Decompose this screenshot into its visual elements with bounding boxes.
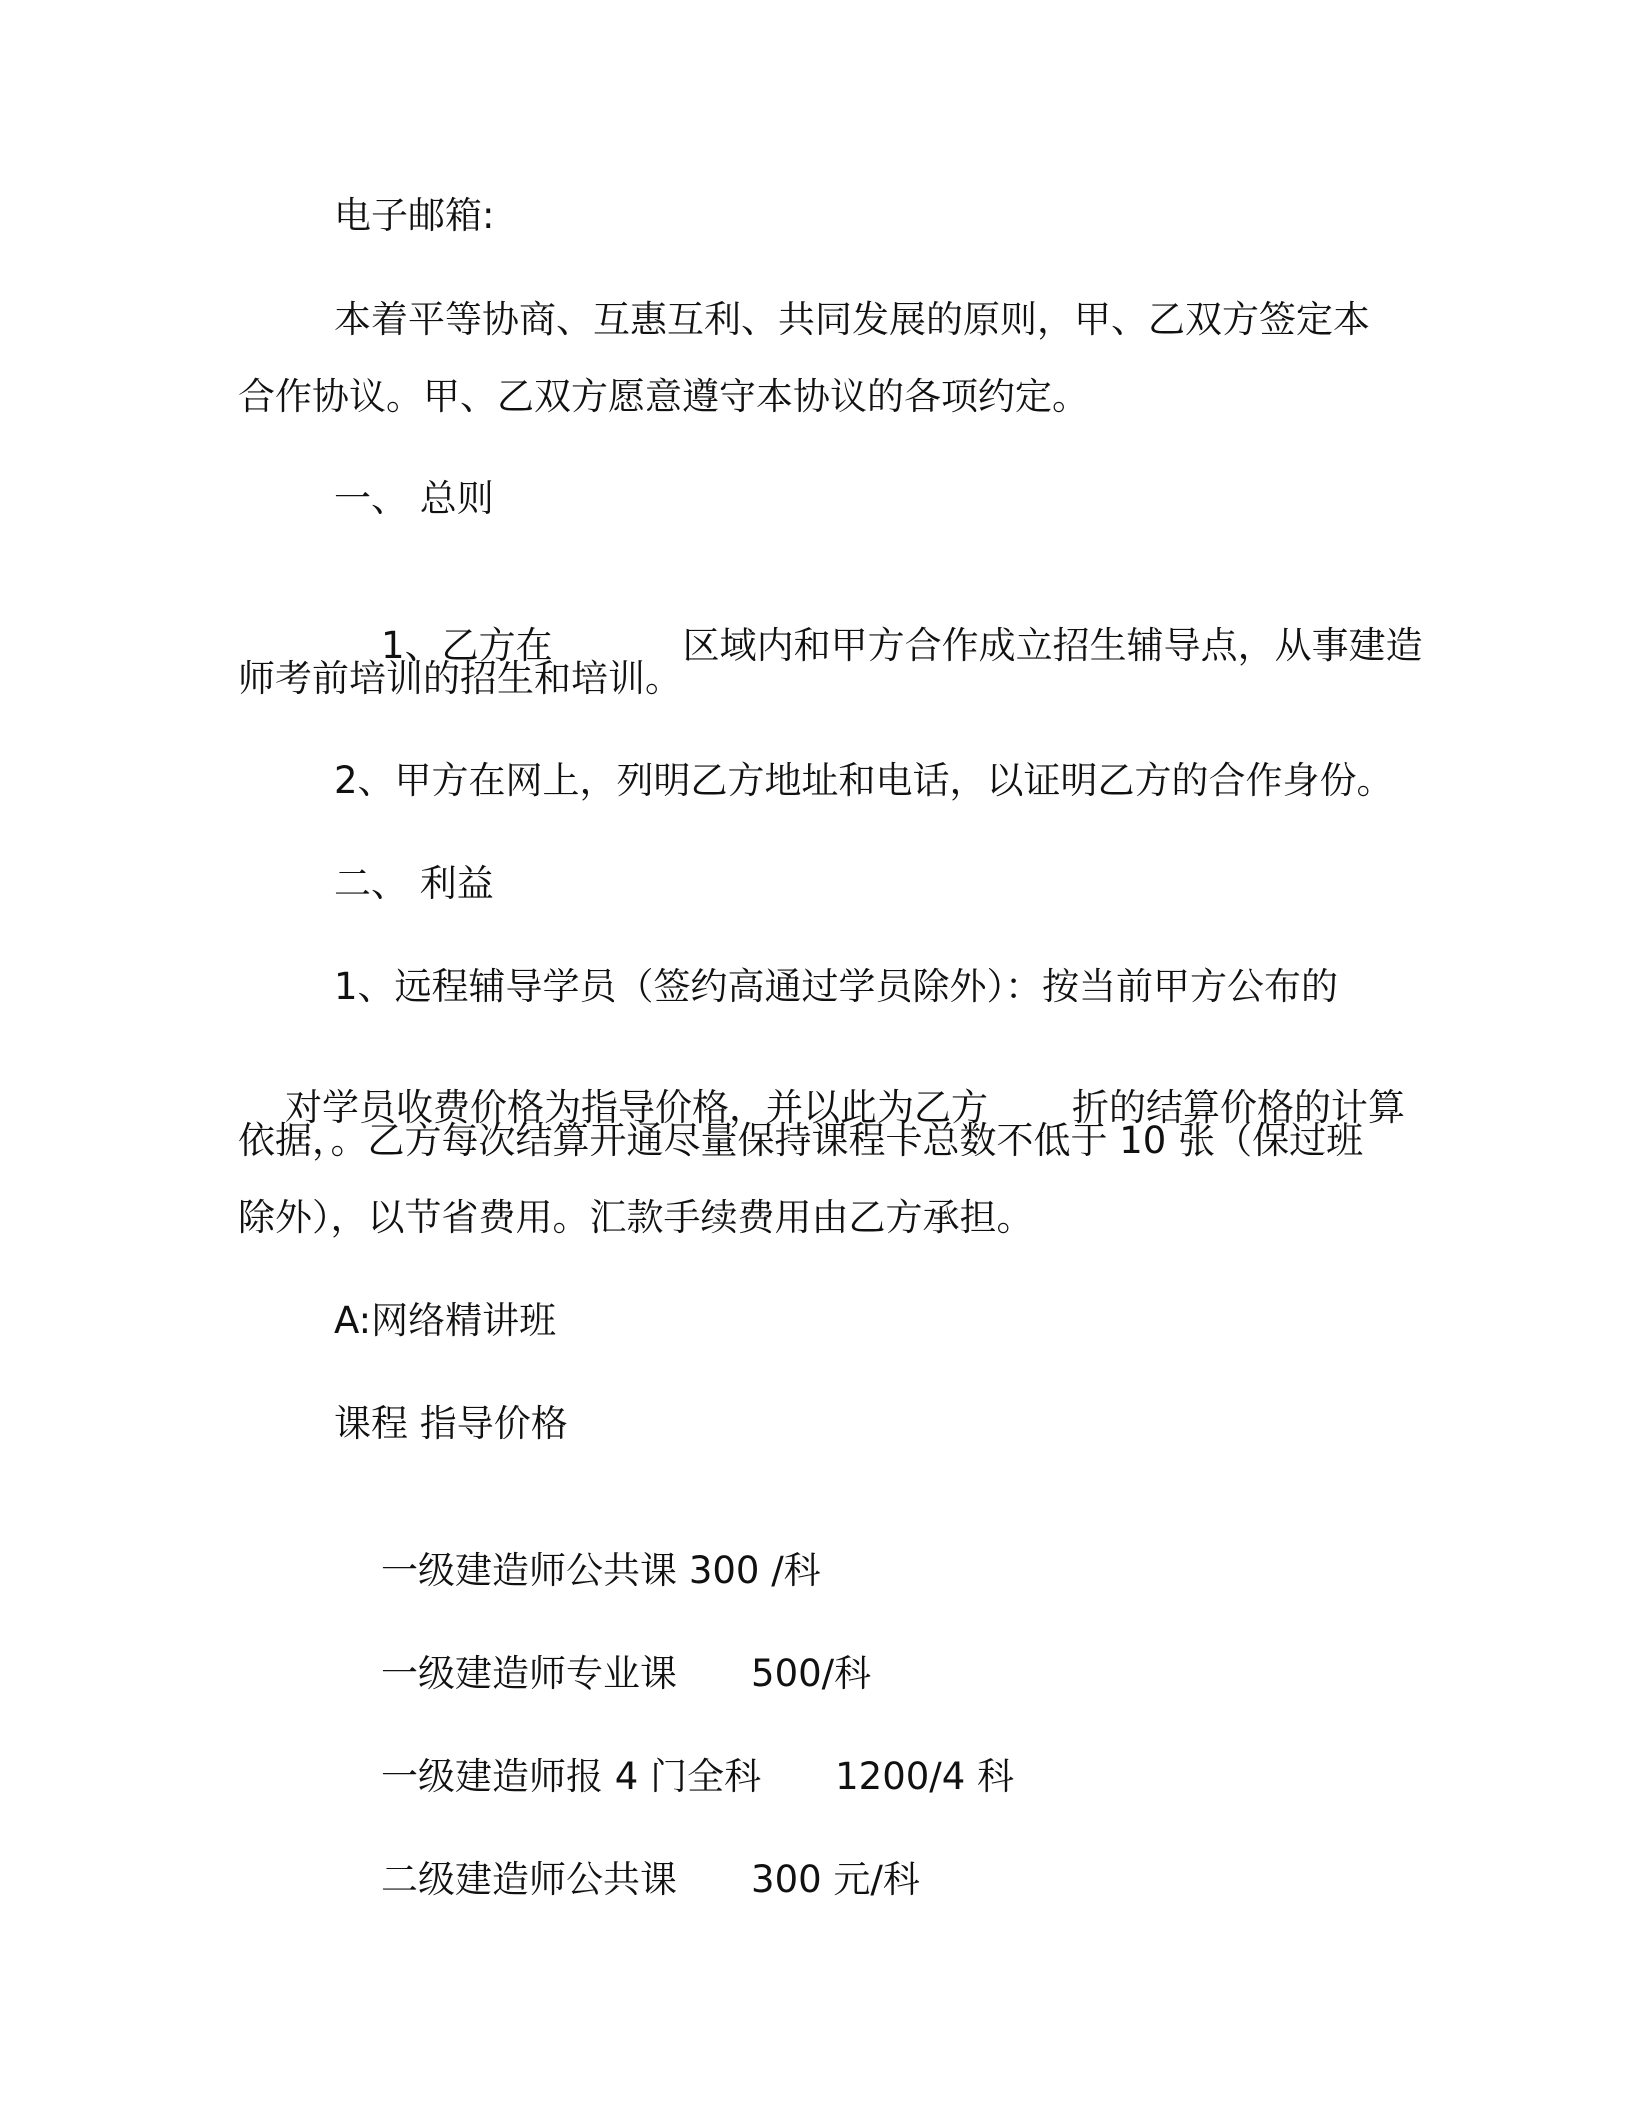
para-line-2-text-b: 折的结算价格的计算 <box>1072 1086 1406 1129</box>
section-2-para-line-3: 依据，。乙方每次结算开通尽量保持课程卡总数不低于 10 张（保过班 <box>238 1119 1364 1162</box>
email-label: 电子邮箱: <box>334 194 495 237</box>
price-table-header: 课程 指导价格 <box>334 1402 568 1445</box>
price-row-course: 一级建造师专业课 <box>381 1652 678 1695</box>
section-2-para-line-4: 除外），以节省费用。汇款手续费用由乙方承担。 <box>238 1196 1034 1239</box>
price-row-price: 500/科 <box>751 1652 872 1695</box>
section-1-heading: 一、 总则 <box>334 477 494 520</box>
price-row-course: 一级建造师报 4 门全科 <box>381 1755 762 1798</box>
price-row-course: 一级建造师公共课 <box>381 1549 689 1592</box>
item-1-text-b: 区域内和甲方合作成立招生辅导点，从事建造 <box>682 624 1423 667</box>
class-a-title: A:网络精讲班 <box>334 1299 557 1342</box>
price-row-course: 二级建造师公共课 <box>381 1858 678 1901</box>
price-row-price: 300 元/科 <box>751 1858 920 1901</box>
item-1-text-a: 1、乙方在 <box>381 624 553 667</box>
section-1-item-1-line-2: 师考前培训的招生和培训。 <box>238 657 682 700</box>
price-row <box>334 1814 920 1946</box>
section-2-para-line-1: 1、远程辅导学员（签约高通过学员除外）：按当前甲方公布的 <box>334 965 1339 1008</box>
para-line-2-text-a: 对学员收费价格为指导价格，并以此为乙方 <box>285 1086 989 1129</box>
price-row-price: 300 /科 <box>688 1549 821 1592</box>
intro-line-1: 本着平等协商、互惠互利、共同发展的原则，甲、乙双方签定本 <box>334 298 1370 341</box>
price-row-price: 1200/4 科 <box>835 1755 1015 1798</box>
intro-line-2: 合作协议。甲、乙双方愿意遵守本协议的各项约定。 <box>238 375 1089 418</box>
section-2-heading: 二、 利益 <box>334 862 494 905</box>
section-1-item-2: 2、甲方在网上，列明乙方地址和电话，以证明乙方的合作身份。 <box>334 759 1394 802</box>
